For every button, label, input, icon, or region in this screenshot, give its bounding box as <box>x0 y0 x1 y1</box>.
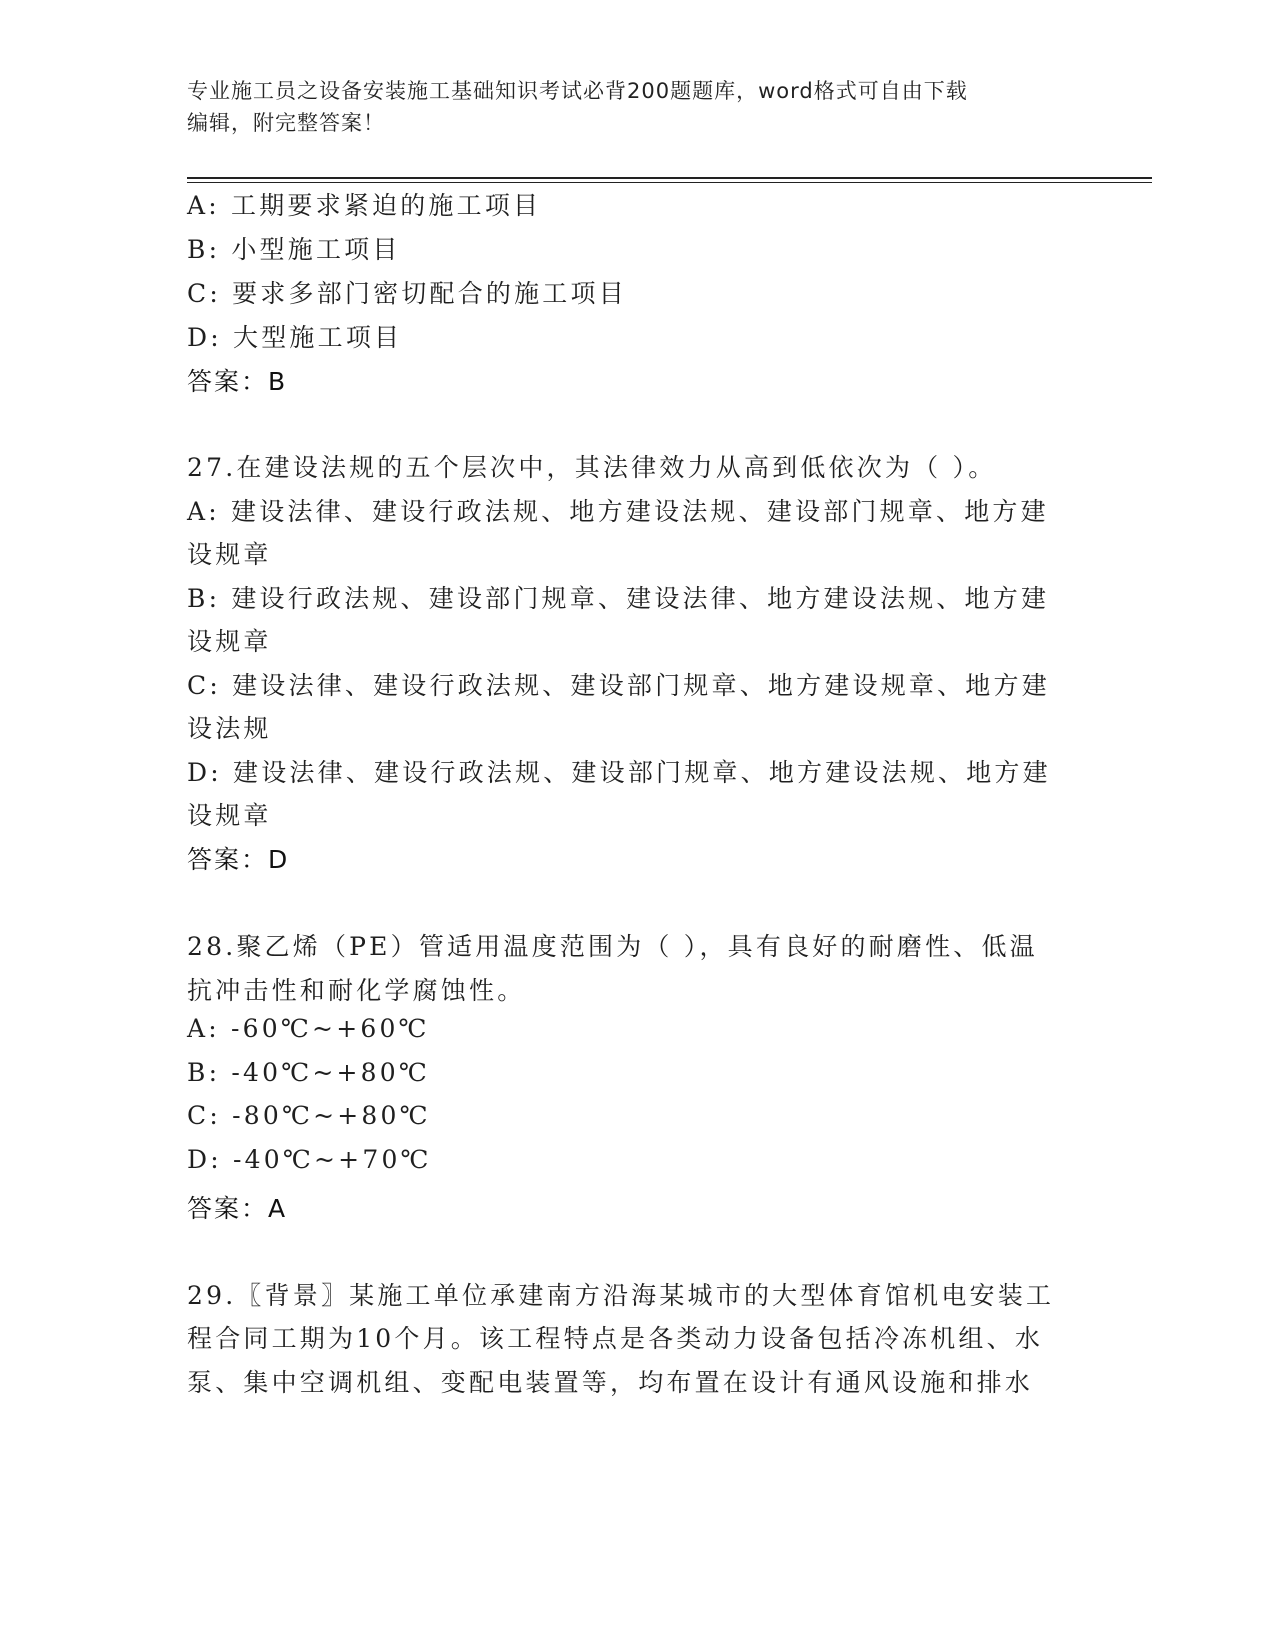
q28-stem-line-2: 抗冲击性和耐化学腐蚀性。 <box>187 976 526 1005</box>
q28-option-c: C: -80℃~+80℃ <box>187 1101 431 1130</box>
q29-stem-line-2: 程合同工期为10个月。该工程特点是各类动力设备包括冷冻机组、水 <box>187 1324 1044 1353</box>
q29-stem-line-1: 29.〖背景〗某施工单位承建南方沿海某城市的大型体育馆机电安装工 <box>187 1281 1055 1310</box>
q27-answer: 答案：D <box>187 845 290 874</box>
q28-answer: 答案：A <box>187 1194 288 1223</box>
q26-option-d: D: 大型施工项目 <box>187 323 403 352</box>
q27-option-b-line-1: B: 建设行政法规、建设部门规章、建设法律、地方建设法规、地方建 <box>187 584 1050 613</box>
q26-option-c: C: 要求多部门密切配合的施工项目 <box>187 279 627 308</box>
q26-option-b: B: 小型施工项目 <box>187 235 401 264</box>
document-header <box>187 75 1087 139</box>
q26-answer: 答案：B <box>187 367 288 396</box>
header-divider-thick <box>187 177 1152 179</box>
header-divider-thin <box>187 182 1152 183</box>
q27-stem: 27.在建设法规的五个层次中，其法律效力从高到低依次为（ ）。 <box>187 453 997 482</box>
q27-option-d-line-2: 设规章 <box>187 801 272 830</box>
q28-option-d: D: -40℃~+70℃ <box>187 1145 432 1174</box>
q27-option-c-line-1: C: 建设法律、建设行政法规、建设部门规章、地方建设规章、地方建 <box>187 671 1050 700</box>
header-title-line-2: 编辑，附完整答案！ <box>187 111 385 135</box>
q29-stem-line-3: 泵、集中空调机组、变配电装置等，均布置在设计有通风设施和排水 <box>187 1368 1034 1397</box>
q28-option-b: B: -40℃~+80℃ <box>187 1058 431 1087</box>
q27-option-b-line-2: 设规章 <box>187 627 272 656</box>
q27-option-a-line-2: 设规章 <box>187 540 272 569</box>
q27-option-c-line-2: 设法规 <box>187 714 272 743</box>
header-title-line-1: 专业施工员之设备安装施工基础知识考试必背200题题库，word格式可自由下载 <box>187 79 968 103</box>
q28-option-a: A: -60℃~+60℃ <box>187 1014 430 1043</box>
q26-option-a: A: 工期要求紧迫的施工项目 <box>187 191 542 220</box>
q28-stem-line-1: 28.聚乙烯（PE）管适用温度范围为（ ），具有良好的耐磨性、低温 <box>187 932 1038 961</box>
q27-option-a-line-1: A: 建设法律、建设行政法规、地方建设法规、建设部门规章、地方建 <box>187 497 1049 526</box>
q27-option-d-line-1: D: 建设法律、建设行政法规、建设部门规章、地方建设法规、地方建 <box>187 758 1051 787</box>
